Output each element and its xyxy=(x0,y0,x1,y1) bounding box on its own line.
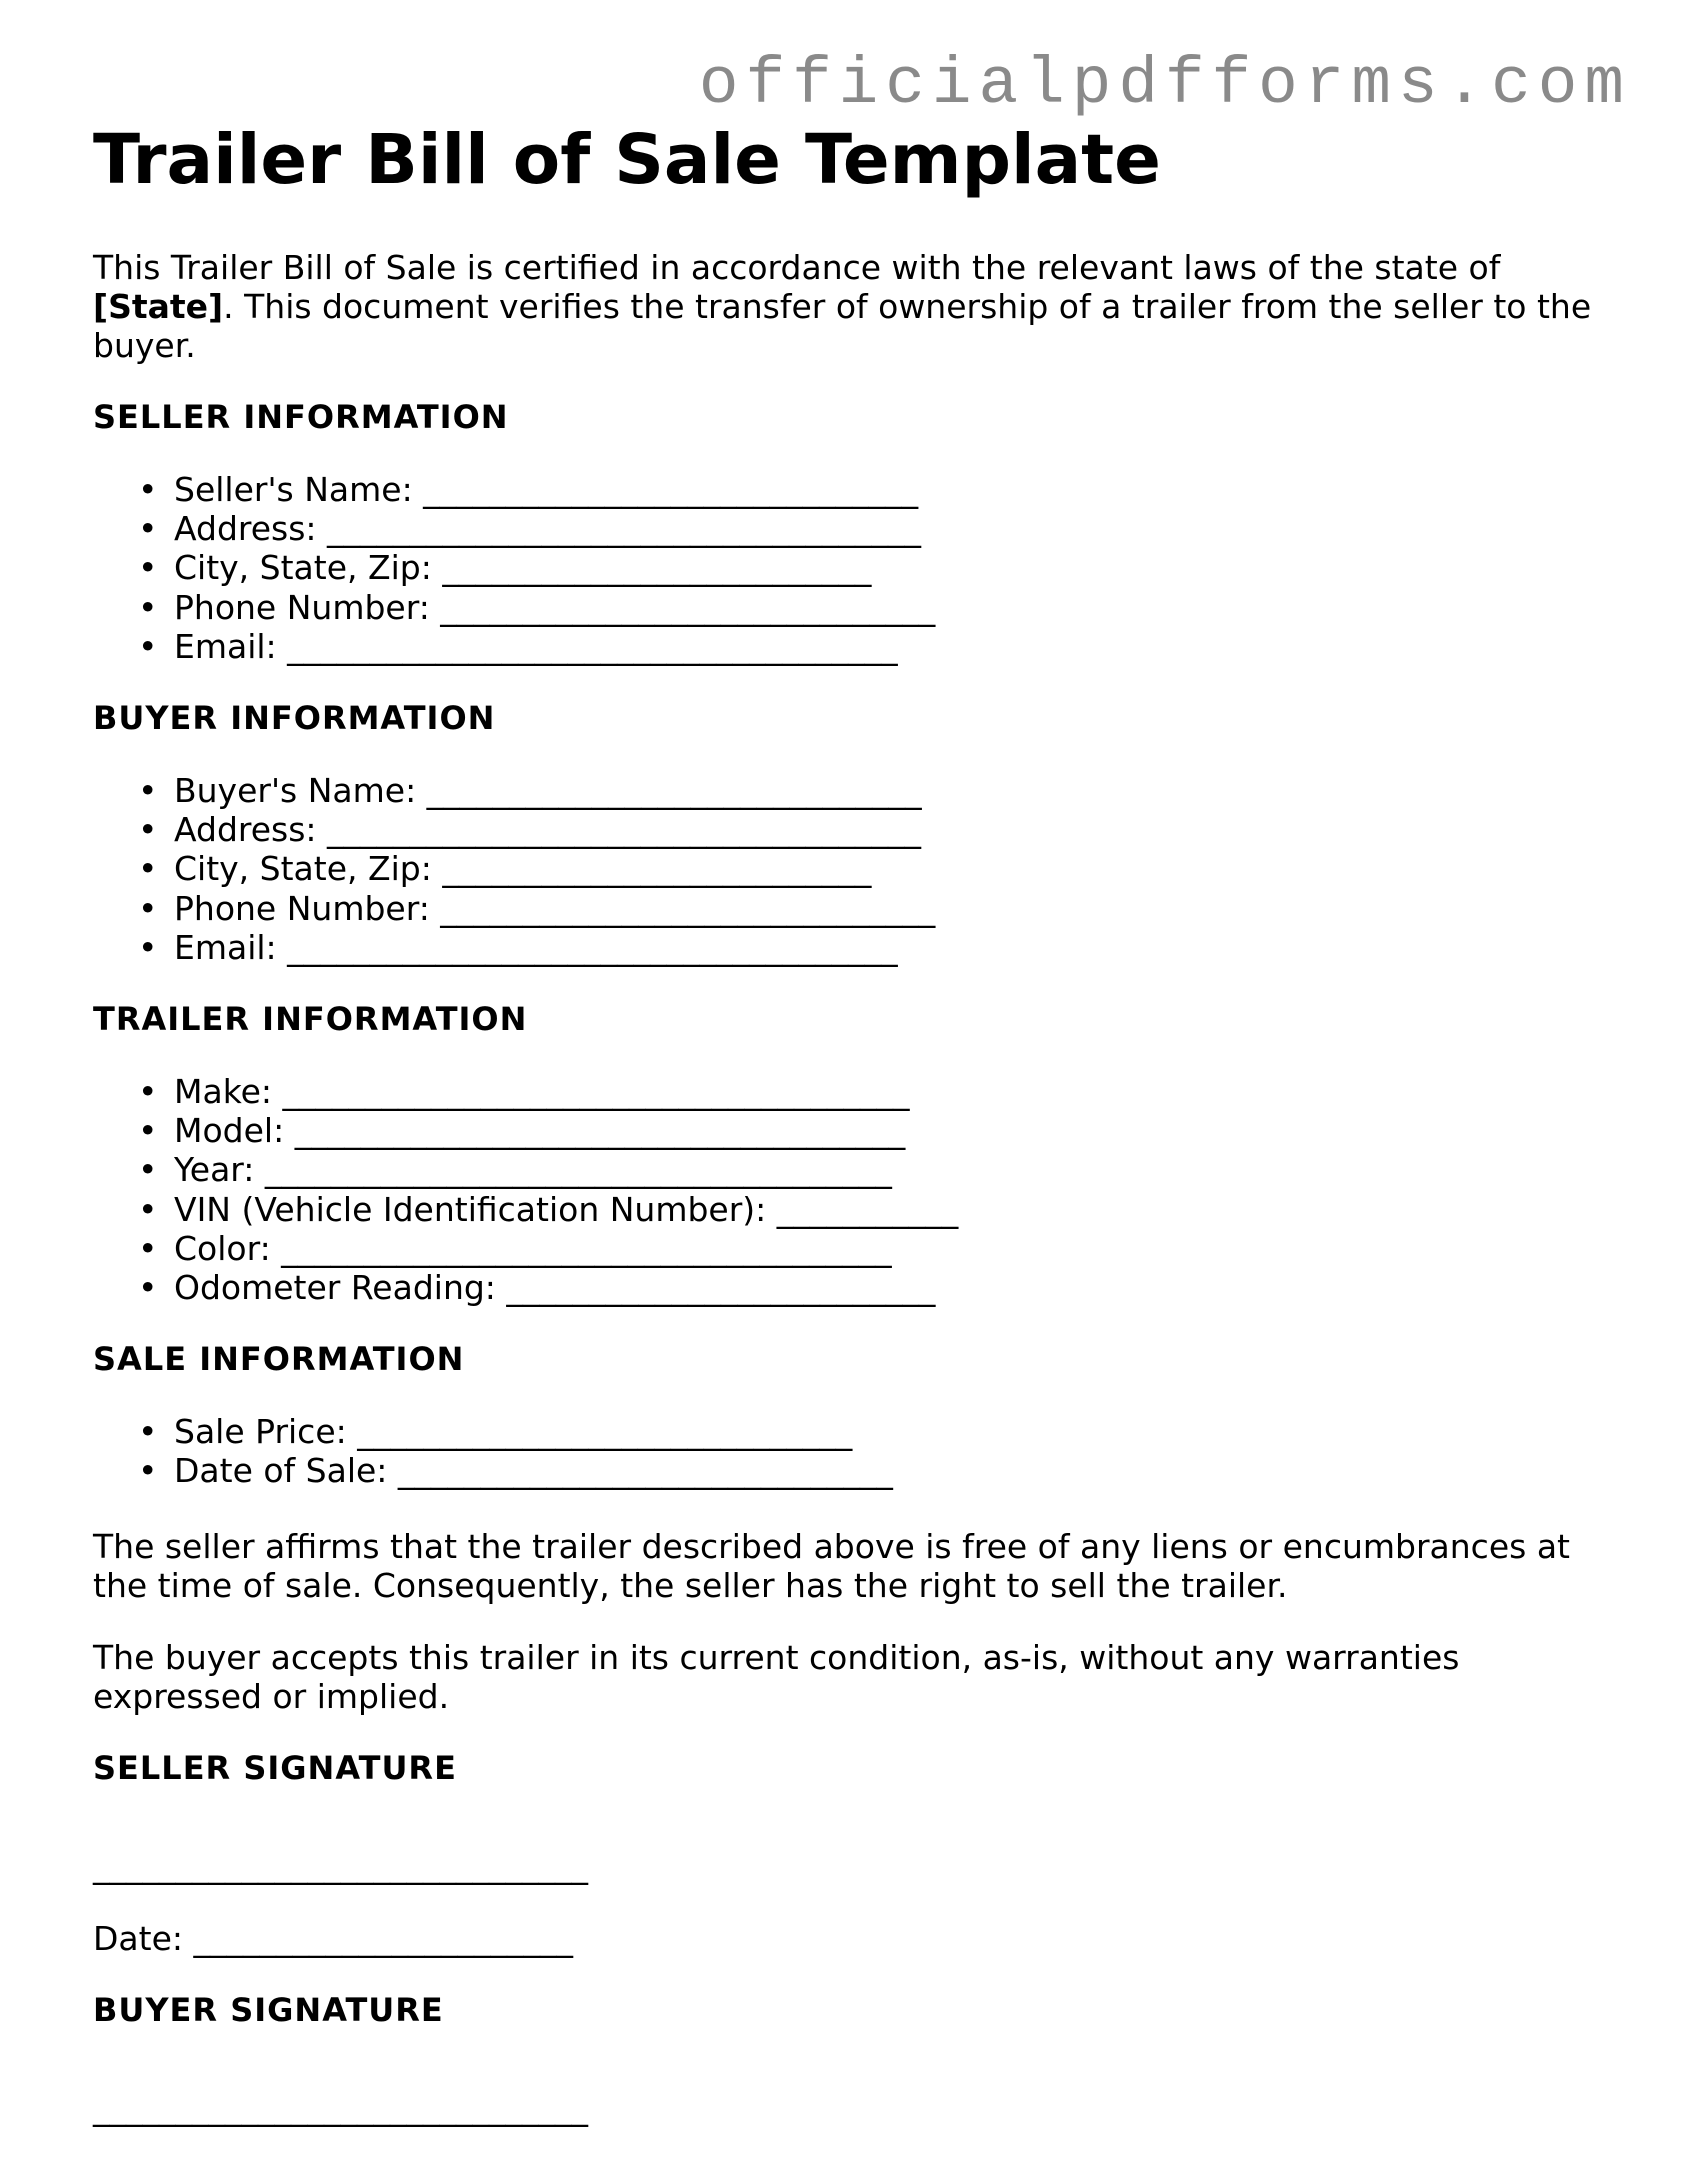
buyer-info-list xyxy=(93,771,1593,967)
intro-text-start: This Trailer Bill of Sale is certified in accordance with the relevant laws of the state of xyxy=(93,248,1501,287)
trailer-info-list xyxy=(93,1072,1593,1307)
seller-city-state-zip-field[interactable]: • City, State, Zip: __________________________ xyxy=(93,548,1593,587)
buyer-signature-line[interactable]: ______________________________ xyxy=(93,2087,588,2127)
buyer-email-field[interactable]: • Email: _____________________________________ xyxy=(93,928,1593,967)
buyer-info-heading: BUYER INFORMATION xyxy=(93,699,496,738)
seller-signature-date-field[interactable]: Date: _______________________ xyxy=(93,1918,573,1958)
trailer-color-field[interactable]: • Color: _____________________________________ xyxy=(93,1229,1593,1268)
trailer-info-heading: TRAILER INFORMATION xyxy=(93,1000,528,1039)
watermark: officialpdfforms.com xyxy=(698,47,1631,122)
affirmation-paragraph: The seller affirms that the trailer described above is free of any liens or encumbrances at the time of sale. Consequently, the seller has the right to sell the trailer. xyxy=(93,1526,1570,1605)
trailer-odometer-field[interactable]: • Odometer Reading: __________________________ xyxy=(93,1268,1593,1307)
sale-info-heading: SALE INFORMATION xyxy=(93,1340,465,1379)
buyer-name-field[interactable]: • Buyer's Name: ______________________________ xyxy=(93,771,1593,810)
buyer-phone-field[interactable]: • Phone Number: ______________________________ xyxy=(93,889,1593,928)
state-placeholder: [State] xyxy=(93,287,224,326)
seller-info-list xyxy=(93,470,1593,666)
intro-paragraph xyxy=(93,248,1593,365)
document-title: Trailer Bill of Sale Template xyxy=(93,120,1161,200)
trailer-year-field[interactable]: • Year: ______________________________________ xyxy=(93,1150,1593,1189)
trailer-vin-field[interactable]: • VIN (Vehicle Identification Number): ___________ xyxy=(93,1190,1593,1229)
seller-signature-heading: SELLER SIGNATURE xyxy=(93,1748,457,1787)
sale-date-field[interactable]: • Date of Sale: ______________________________ xyxy=(93,1451,1593,1490)
seller-email-field[interactable]: • Email: _____________________________________ xyxy=(93,627,1593,666)
acceptance-paragraph: The buyer accepts this trailer in its current condition, as-is, without any warranties expressed or implied. xyxy=(93,1637,1460,1716)
seller-signature-line[interactable]: ______________________________ xyxy=(93,1845,588,1885)
trailer-model-field[interactable]: • Model: _____________________________________ xyxy=(93,1111,1593,1150)
seller-info-heading: SELLER INFORMATION xyxy=(93,398,509,436)
sale-price-field[interactable]: • Sale Price: ______________________________ xyxy=(93,1412,1593,1451)
buyer-signature-heading: BUYER SIGNATURE xyxy=(93,1990,444,2029)
trailer-make-field[interactable]: • Make: ______________________________________ xyxy=(93,1072,1593,1111)
sale-info-list xyxy=(93,1412,1593,1490)
seller-address-field[interactable]: • Address: ____________________________________ xyxy=(93,509,1593,548)
seller-name-field[interactable]: • Seller's Name: ______________________________ xyxy=(93,470,1593,509)
intro-text-end: . This document verifies the transfer of ownership of a trailer from the seller to the buyer. xyxy=(93,287,1592,365)
buyer-address-field[interactable]: • Address: ____________________________________ xyxy=(93,810,1593,849)
document-page xyxy=(93,118,1593,2127)
buyer-city-state-zip-field[interactable]: • City, State, Zip: __________________________ xyxy=(93,849,1593,888)
seller-phone-field[interactable]: • Phone Number: ______________________________ xyxy=(93,588,1593,627)
